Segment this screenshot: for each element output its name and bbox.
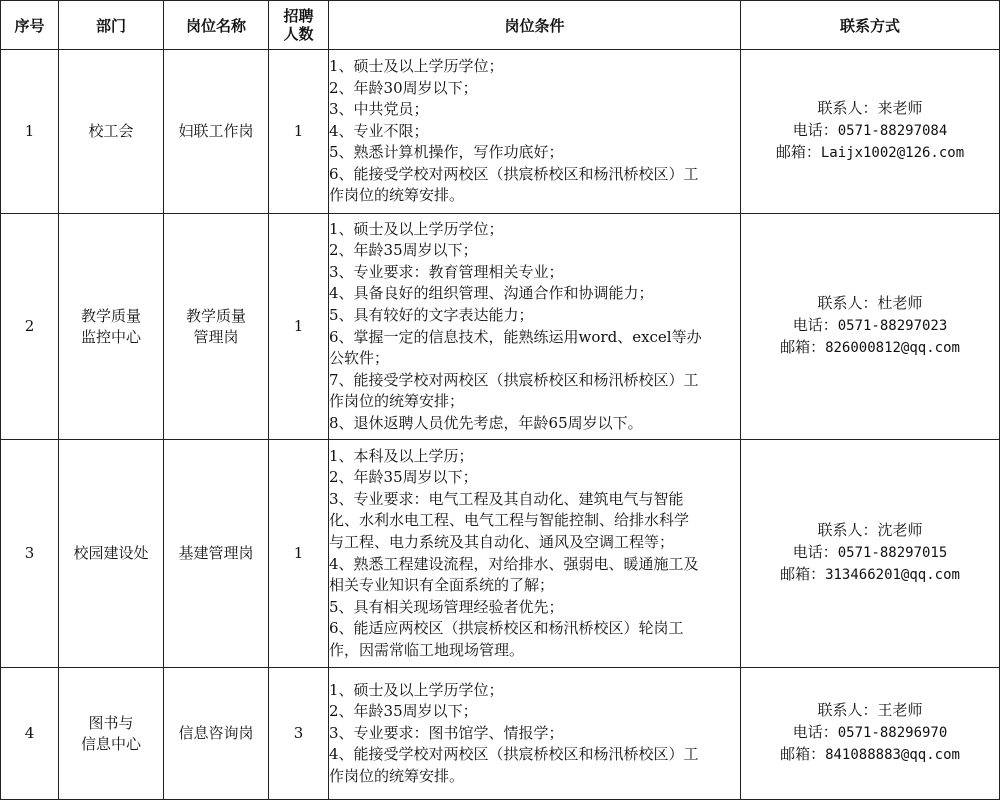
requirement-line: 8、退休返聘人员优先考虑，年龄65周岁以下。 xyxy=(329,413,643,432)
dept-line: 校园建设处 xyxy=(73,544,149,562)
dept-line: 教学质量 xyxy=(80,306,141,325)
email-label: 邮箱： xyxy=(780,338,826,357)
email-label: 邮箱： xyxy=(775,143,821,162)
requirement-line: 6、能接受学校对两校区（拱宸桥校区和杨汛桥校区）工 xyxy=(329,164,699,183)
header-contact: 联系方式 xyxy=(741,1,1000,50)
table-row xyxy=(1,214,1000,440)
requirement-line: 6、能适应两校区（拱宸桥校区和杨汛桥校区）轮岗工 xyxy=(329,619,684,638)
requirement-line: 作岗位的统筹安排； xyxy=(329,392,465,411)
position-line: 信息咨询岗 xyxy=(178,724,254,742)
dept-line: 信息中心 xyxy=(80,734,141,753)
requirement-line: 公软件； xyxy=(329,349,390,368)
dept-line: 校工会 xyxy=(88,122,134,140)
requirement-line: 3、专业要求：教育管理相关专业； xyxy=(329,262,564,281)
row-count: 1 xyxy=(269,50,329,214)
contact-email xyxy=(741,744,999,766)
requirement-line: 7、能接受学校对两校区（拱宸桥校区和杨汛桥校区）工 xyxy=(329,370,699,389)
row-position xyxy=(164,668,269,800)
contact-name: 联系人：杜老师 xyxy=(817,294,923,313)
dept-line: 图书与 xyxy=(88,713,134,732)
row-requirements xyxy=(329,50,741,214)
requirement-line: 1、硕士及以上学历学位； xyxy=(329,56,504,75)
phone-label: 电话： xyxy=(792,120,838,139)
row-no: 2 xyxy=(1,214,59,440)
requirement-line: 1、硕士及以上学历学位； xyxy=(329,219,504,238)
contact-email xyxy=(741,142,999,164)
requirement-line: 4、熟悉工程建设流程，对给排水、强弱电、暖通施工及 xyxy=(329,554,699,573)
requirement-line: 5、熟悉计算机操作，写作功底好； xyxy=(329,143,564,162)
requirement-line: 相关专业知识有全面系统的了解； xyxy=(329,576,555,595)
requirement-line: 作岗位的统筹安排。 xyxy=(329,186,465,205)
requirement-line: 1、硕士及以上学历学位； xyxy=(329,680,504,699)
requirement-line: 4、专业不限； xyxy=(329,121,429,140)
requirement-line: 5、具有相关现场管理经验者优先； xyxy=(329,597,564,616)
header-count-line2: 人数 xyxy=(283,25,314,43)
phone-label: 电话： xyxy=(792,542,838,561)
phone-label: 电话： xyxy=(792,315,838,334)
requirement-line: 作，因需常临工地现场管理。 xyxy=(329,640,525,659)
contact-name: 联系人：来老师 xyxy=(817,99,923,118)
header-position: 岗位名称 xyxy=(164,1,269,50)
requirement-line: 2、年龄35周岁以下； xyxy=(329,468,478,487)
email-address[interactable]: Laijx1002@126.com xyxy=(820,145,965,162)
email-label: 邮箱： xyxy=(780,565,826,584)
email-address[interactable]: 313466201@qq.com xyxy=(825,567,960,584)
requirement-line: 2、年龄35周岁以下； xyxy=(329,702,478,721)
row-requirements xyxy=(329,440,741,668)
row-position xyxy=(164,50,269,214)
header-count xyxy=(269,1,329,50)
row-dept xyxy=(59,214,164,440)
header-dept: 部门 xyxy=(59,1,164,50)
requirement-line: 5、具有较好的文字表达能力； xyxy=(329,305,534,324)
phone-number: 0571-88296970 xyxy=(837,724,948,741)
position-line: 教学质量 xyxy=(185,306,246,325)
position-line: 妇联工作岗 xyxy=(178,122,254,140)
row-contact xyxy=(741,668,1000,800)
requirement-line: 3、中共党员； xyxy=(329,100,429,119)
email-label: 邮箱： xyxy=(780,745,826,764)
row-contact xyxy=(741,50,1000,214)
contact-email xyxy=(741,564,999,586)
row-count: 1 xyxy=(269,214,329,440)
header-no: 序号 xyxy=(1,1,59,50)
row-dept xyxy=(59,668,164,800)
requirement-line: 4、能接受学校对两校区（拱宸桥校区和杨汛桥校区）工 xyxy=(329,745,699,764)
phone-number: 0571-88297084 xyxy=(837,122,948,139)
row-contact xyxy=(741,214,1000,440)
header-requirements: 岗位条件 xyxy=(329,1,741,50)
row-requirements xyxy=(329,214,741,440)
phone-number: 0571-88297015 xyxy=(837,544,948,561)
row-count: 1 xyxy=(269,440,329,668)
requirement-line: 作岗位的统筹安排。 xyxy=(329,766,465,785)
row-contact xyxy=(741,440,1000,668)
requirement-line: 1、本科及以上学历； xyxy=(329,446,474,465)
requirement-line: 化、水利水电工程、电气工程与智能控制、给排水科学 xyxy=(329,511,690,530)
header-count-line1: 招聘 xyxy=(283,7,314,25)
contact-phone xyxy=(741,542,999,564)
phone-label: 电话： xyxy=(792,722,838,741)
row-requirements xyxy=(329,668,741,800)
row-no: 4 xyxy=(1,668,59,800)
requirement-line: 3、专业要求：图书馆学、情报学； xyxy=(329,723,564,742)
contact-email xyxy=(741,337,999,359)
position-line: 管理岗 xyxy=(193,327,239,346)
requirement-line: 3、专业要求：电气工程及其自动化、建筑电气与智能 xyxy=(329,489,684,508)
table-row xyxy=(1,668,1000,800)
row-position xyxy=(164,214,269,440)
email-address[interactable]: 826000812@qq.com xyxy=(825,340,960,357)
phone-number: 0571-88297023 xyxy=(837,317,948,334)
contact-phone xyxy=(741,315,999,337)
contact-name: 联系人：王老师 xyxy=(817,701,923,720)
requirement-line: 2、年龄30周岁以下； xyxy=(329,78,478,97)
row-dept xyxy=(59,440,164,668)
email-address[interactable]: 841088883@qq.com xyxy=(825,747,960,764)
header-row xyxy=(1,1,1000,50)
row-no: 1 xyxy=(1,50,59,214)
requirement-line: 2、年龄35周岁以下； xyxy=(329,241,478,260)
row-count: 3 xyxy=(269,668,329,800)
table-row xyxy=(1,50,1000,214)
requirement-line: 与工程、电力系统及其自动化、通风及空调工程等； xyxy=(329,532,675,551)
contact-phone xyxy=(741,120,999,142)
row-position xyxy=(164,440,269,668)
row-dept xyxy=(59,50,164,214)
requirement-line: 4、具备良好的组织管理、沟通合作和协调能力； xyxy=(329,284,654,303)
position-line: 基建管理岗 xyxy=(178,544,254,562)
row-no: 3 xyxy=(1,440,59,668)
table-row xyxy=(1,440,1000,668)
requirement-line: 6、掌握一定的信息技术，能熟练运用word、excel等办 xyxy=(329,327,702,346)
dept-line: 监控中心 xyxy=(80,327,141,346)
contact-phone xyxy=(741,722,999,744)
contact-name: 联系人：沈老师 xyxy=(817,521,923,540)
